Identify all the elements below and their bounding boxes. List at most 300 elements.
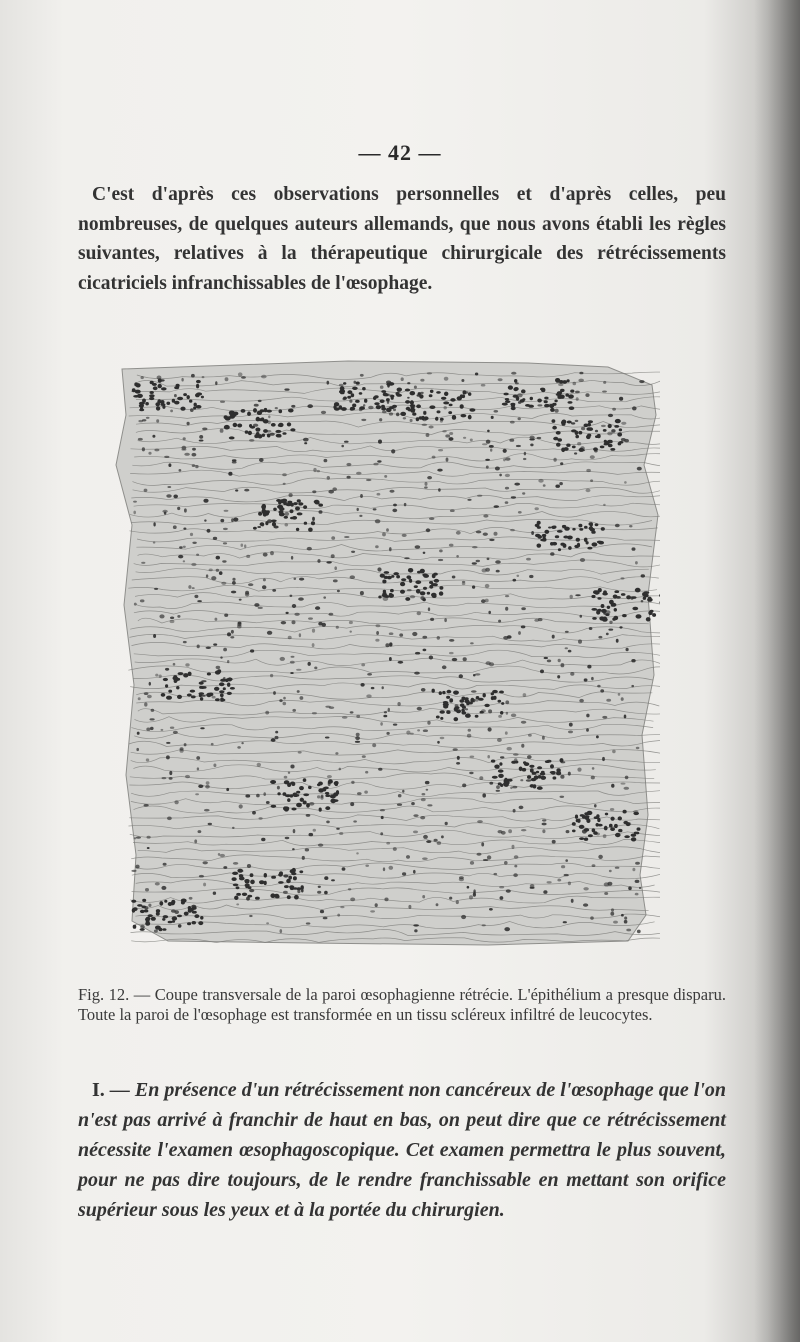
leucocyte-cluster-nucleus: [544, 404, 549, 408]
leucocyte-cluster-nucleus: [229, 436, 235, 439]
leucocyte-cluster-nucleus: [537, 535, 542, 539]
cell-nucleus: [164, 456, 169, 458]
cell-nucleus: [505, 474, 510, 477]
leucocyte-cluster-nucleus: [384, 393, 389, 396]
leucocyte-cluster-nucleus: [220, 694, 224, 698]
leucocyte-cluster-nucleus: [189, 908, 194, 912]
leucocyte-cluster-nucleus: [575, 431, 579, 435]
cell-nucleus: [169, 777, 173, 780]
leucocyte-cluster-nucleus: [614, 590, 619, 593]
leucocyte-cluster-nucleus: [239, 874, 244, 878]
cell-nucleus: [146, 758, 149, 761]
cell-nucleus: [197, 645, 200, 649]
cell-nucleus: [488, 611, 491, 614]
cell-nucleus: [467, 734, 471, 738]
leucocyte-cluster-nucleus: [330, 799, 336, 804]
leucocyte-cluster-nucleus: [611, 603, 617, 607]
leucocyte-cluster-nucleus: [233, 423, 238, 427]
cell-nucleus: [213, 764, 216, 768]
leucocyte-cluster-nucleus: [483, 693, 486, 697]
cell-nucleus: [327, 775, 332, 778]
cell-nucleus: [312, 517, 315, 521]
cell-nucleus: [449, 437, 454, 441]
cell-nucleus: [134, 603, 137, 606]
leucocyte-cluster-nucleus: [263, 429, 268, 433]
leucocyte-cluster-nucleus: [359, 406, 365, 410]
leucocyte-cluster-nucleus: [500, 711, 503, 715]
leucocyte-cluster-nucleus: [233, 884, 239, 887]
leucocyte-cluster-nucleus: [191, 695, 196, 698]
cell-nucleus: [407, 397, 410, 399]
cell-nucleus: [570, 595, 573, 599]
leucocyte-cluster-nucleus: [160, 400, 164, 404]
leucocyte-cluster-nucleus: [410, 400, 414, 404]
cell-nucleus: [170, 617, 174, 620]
leucocyte-cluster-nucleus: [579, 837, 584, 840]
cell-nucleus: [611, 784, 614, 788]
cell-nucleus: [199, 440, 204, 442]
cell-nucleus: [155, 674, 158, 677]
leucocyte-cluster-nucleus: [593, 831, 598, 835]
leucocyte-cluster-nucleus: [550, 408, 555, 412]
cell-nucleus: [438, 559, 443, 561]
leucocyte-cluster-nucleus: [608, 424, 612, 428]
cell-nucleus: [228, 472, 232, 476]
leucocyte-cluster-nucleus: [614, 824, 618, 828]
cell-nucleus: [239, 804, 243, 808]
leucocyte-cluster-nucleus: [242, 893, 247, 896]
leucocyte-cluster-nucleus: [200, 697, 203, 701]
cell-nucleus: [518, 631, 521, 635]
leucocyte-cluster-nucleus: [272, 895, 277, 898]
leucocyte-cluster-nucleus: [556, 431, 561, 435]
leucocyte-cluster-nucleus: [578, 524, 582, 528]
cell-nucleus: [284, 776, 288, 779]
cell-nucleus: [198, 830, 202, 833]
cell-nucleus: [521, 744, 524, 748]
cell-nucleus: [383, 715, 387, 718]
leucocyte-cluster-nucleus: [406, 575, 411, 579]
cell-nucleus: [508, 829, 512, 833]
cell-nucleus: [206, 647, 211, 649]
cell-nucleus: [148, 904, 151, 907]
cell-nucleus: [249, 889, 254, 892]
leucocyte-cluster-nucleus: [299, 786, 304, 790]
cell-nucleus: [591, 677, 594, 680]
leucocyte-cluster-nucleus: [400, 582, 405, 586]
leucocyte-cluster-nucleus: [416, 404, 421, 408]
section-one: [78, 1075, 726, 1225]
cell-nucleus: [521, 625, 526, 628]
leucocyte-cluster-nucleus: [255, 428, 260, 432]
cell-nucleus: [133, 511, 136, 515]
cell-nucleus: [489, 539, 494, 541]
cell-nucleus: [489, 908, 493, 911]
cell-nucleus: [197, 600, 202, 602]
cell-nucleus: [292, 604, 296, 608]
leucocyte-cluster-nucleus: [304, 522, 307, 525]
leucocyte-cluster-nucleus: [615, 419, 621, 423]
cell-nucleus: [587, 665, 591, 669]
cell-nucleus: [360, 374, 364, 377]
cell-nucleus: [170, 410, 173, 413]
leucocyte-cluster-nucleus: [461, 709, 465, 712]
cell-nucleus: [177, 615, 180, 618]
leucocyte-cluster-nucleus: [436, 391, 441, 394]
cell-nucleus: [513, 753, 519, 756]
cell-nucleus: [244, 544, 246, 548]
leucocyte-cluster-nucleus: [194, 403, 197, 407]
leucocyte-cluster-nucleus: [464, 697, 468, 700]
cell-nucleus: [574, 452, 577, 454]
leucocyte-cluster-nucleus: [386, 383, 392, 386]
cell-nucleus: [299, 633, 301, 637]
leucocyte-cluster-nucleus: [172, 916, 177, 920]
leucocyte-cluster-nucleus: [267, 410, 272, 413]
leucocyte-cluster-nucleus: [405, 597, 410, 601]
cell-nucleus: [224, 614, 228, 617]
cell-nucleus: [461, 915, 466, 919]
cell-nucleus: [504, 861, 508, 865]
cell-nucleus: [312, 712, 317, 714]
cell-nucleus: [179, 546, 183, 548]
leucocyte-cluster-nucleus: [468, 415, 472, 420]
cell-nucleus: [590, 479, 593, 482]
cell-nucleus: [349, 399, 352, 402]
leucocyte-cluster-nucleus: [544, 530, 549, 534]
leucocyte-cluster-nucleus: [530, 784, 535, 788]
leucocyte-cluster-nucleus: [427, 592, 430, 595]
cell-nucleus: [586, 714, 589, 718]
cell-nucleus: [320, 910, 324, 914]
cell-nucleus: [280, 929, 283, 933]
leucocyte-cluster-nucleus: [219, 682, 225, 686]
leucocyte-cluster-nucleus: [440, 418, 444, 421]
leucocyte-cluster-nucleus: [176, 384, 180, 388]
leucocyte-cluster-nucleus: [308, 528, 313, 532]
cell-nucleus: [389, 412, 393, 415]
cell-nucleus: [322, 623, 326, 627]
cell-nucleus: [479, 776, 483, 780]
leucocyte-cluster-nucleus: [584, 838, 588, 841]
cell-nucleus: [497, 738, 502, 742]
leucocyte-cluster-nucleus: [448, 411, 452, 414]
leucocyte-cluster-nucleus: [469, 408, 475, 411]
leucocyte-cluster-nucleus: [196, 384, 199, 389]
cell-nucleus: [350, 711, 354, 713]
leucocyte-cluster-nucleus: [576, 538, 580, 542]
leucocyte-cluster-nucleus: [288, 876, 292, 880]
cell-nucleus: [291, 656, 295, 658]
section-text: — En présence d'un rétrécissement non cancéreux de l'œsophage que l'on n'est pas arrivé à franchir de haut en bas, on peut dire que ce rétrécissement nécessite l'examen œsophagoscopique. Cet examen permettra le plus souvent, pour ne pas dire toujours, de le rendre franchissable en mettant son orifice supérieur sous les yeux et à la portée du chirurgien.: [78, 1079, 726, 1221]
cell-nucleus: [283, 483, 286, 485]
leucocyte-cluster-nucleus: [299, 870, 303, 873]
cell-nucleus: [555, 409, 559, 413]
cell-nucleus: [489, 445, 494, 448]
cell-nucleus: [336, 626, 339, 629]
cell-nucleus: [485, 584, 490, 588]
leucocyte-cluster-nucleus: [296, 803, 302, 808]
cell-nucleus: [427, 476, 432, 479]
cell-nucleus: [426, 840, 431, 843]
leucocyte-cluster-nucleus: [294, 895, 299, 900]
cell-nucleus: [224, 510, 229, 512]
cell-nucleus: [377, 567, 381, 571]
leucocyte-cluster-nucleus: [184, 912, 189, 916]
cell-nucleus: [192, 453, 197, 457]
cell-nucleus: [291, 405, 295, 408]
leucocyte-cluster-nucleus: [422, 598, 426, 601]
cell-nucleus: [542, 829, 545, 833]
cell-nucleus: [279, 699, 282, 702]
leucocyte-cluster-nucleus: [158, 379, 162, 383]
cell-nucleus: [312, 643, 315, 647]
cell-nucleus: [258, 607, 263, 609]
cell-nucleus: [194, 595, 198, 598]
cell-nucleus: [568, 650, 572, 653]
cell-nucleus: [483, 514, 488, 517]
cell-nucleus: [201, 396, 204, 399]
cell-nucleus: [140, 925, 145, 929]
leucocyte-cluster-nucleus: [553, 776, 557, 779]
cell-nucleus: [366, 479, 372, 481]
cell-nucleus: [637, 467, 642, 471]
cell-nucleus: [462, 581, 465, 583]
leucocyte-cluster-nucleus: [287, 422, 291, 426]
cell-nucleus: [194, 839, 197, 843]
cell-nucleus: [537, 437, 542, 439]
leucocyte-cluster-nucleus: [429, 585, 433, 589]
cell-nucleus: [208, 823, 212, 825]
leucocyte-cluster-nucleus: [590, 522, 593, 526]
leucocyte-cluster-nucleus: [572, 830, 576, 833]
cell-nucleus: [198, 785, 203, 788]
cell-nucleus: [518, 511, 522, 514]
cell-nucleus: [631, 659, 635, 662]
cell-nucleus: [306, 814, 311, 817]
cell-nucleus: [314, 667, 317, 670]
leucocyte-cluster-nucleus: [381, 390, 386, 393]
cell-nucleus: [406, 731, 410, 735]
leucocyte-cluster-nucleus: [566, 444, 570, 447]
leucocyte-cluster-nucleus: [513, 387, 518, 391]
cell-nucleus: [285, 523, 289, 526]
leucocyte-cluster-nucleus: [352, 387, 358, 390]
cell-nucleus: [437, 636, 440, 640]
leucocyte-cluster-nucleus: [624, 835, 630, 838]
cell-nucleus: [486, 466, 489, 469]
cell-nucleus: [185, 663, 189, 666]
leucocyte-cluster-nucleus: [432, 689, 435, 693]
leucocyte-cluster-nucleus: [279, 871, 283, 875]
leucocyte-cluster-nucleus: [433, 573, 438, 576]
cell-nucleus: [558, 383, 563, 386]
cell-nucleus: [542, 736, 545, 740]
cell-nucleus: [611, 429, 615, 433]
leucocyte-cluster-nucleus: [382, 580, 386, 584]
cell-nucleus: [324, 876, 328, 880]
cell-nucleus: [595, 430, 598, 433]
leucocyte-cluster-nucleus: [584, 828, 590, 832]
leucocyte-cluster-nucleus: [453, 691, 459, 695]
leucocyte-cluster-nucleus: [572, 446, 576, 449]
cell-nucleus: [406, 855, 410, 859]
leucocyte-cluster-nucleus: [460, 703, 465, 707]
leucocyte-cluster-nucleus: [505, 398, 509, 401]
cell-nucleus: [231, 630, 234, 634]
leucocyte-cluster-nucleus: [584, 538, 588, 542]
leucocyte-cluster-nucleus: [463, 390, 467, 394]
leucocyte-cluster-nucleus: [284, 516, 288, 519]
cell-nucleus: [511, 372, 516, 375]
cell-nucleus: [168, 463, 171, 467]
leucocyte-cluster-nucleus: [547, 760, 552, 763]
leucocyte-cluster-nucleus: [151, 917, 156, 921]
leucocyte-cluster-nucleus: [247, 412, 250, 416]
cell-nucleus: [328, 490, 334, 494]
cell-nucleus: [498, 378, 503, 381]
cell-nucleus: [149, 682, 151, 686]
cell-nucleus: [386, 732, 389, 735]
cell-nucleus: [146, 728, 150, 731]
cell-nucleus: [197, 767, 199, 770]
cell-nucleus: [365, 771, 368, 774]
leucocyte-cluster-nucleus: [256, 417, 260, 422]
cell-nucleus: [427, 372, 432, 374]
leucocyte-cluster-nucleus: [631, 837, 636, 841]
leucocyte-cluster-nucleus: [552, 403, 556, 406]
cell-nucleus: [250, 649, 254, 652]
cell-nucleus: [410, 419, 413, 422]
leucocyte-cluster-nucleus: [540, 388, 545, 391]
leucocyte-cluster-nucleus: [237, 869, 243, 873]
leucocyte-cluster-nucleus: [527, 775, 531, 779]
leucocyte-cluster-nucleus: [308, 786, 312, 789]
cell-nucleus: [365, 865, 369, 867]
cell-nucleus: [153, 541, 156, 543]
cell-nucleus: [381, 816, 384, 819]
cell-nucleus: [281, 621, 286, 624]
cell-nucleus: [472, 546, 478, 548]
cell-nucleus: [504, 927, 510, 931]
cell-nucleus: [449, 639, 454, 642]
leucocyte-cluster-nucleus: [568, 401, 573, 404]
leucocyte-cluster-nucleus: [412, 413, 416, 416]
leucocyte-cluster-nucleus: [195, 393, 200, 397]
cell-nucleus: [491, 416, 494, 419]
leucocyte-cluster-nucleus: [520, 399, 525, 403]
leucocyte-cluster-nucleus: [593, 447, 598, 451]
cell-nucleus: [495, 560, 501, 564]
cell-nucleus: [373, 463, 378, 466]
cell-nucleus: [402, 534, 407, 537]
cell-nucleus: [641, 574, 645, 577]
cell-nucleus: [632, 406, 637, 410]
leucocyte-cluster-nucleus: [619, 428, 622, 431]
leucocyte-cluster-nucleus: [174, 401, 179, 405]
cell-nucleus: [254, 603, 259, 607]
cell-nucleus: [459, 876, 464, 879]
leucocyte-cluster-nucleus: [153, 386, 158, 390]
cell-nucleus: [391, 449, 395, 453]
cell-nucleus: [308, 662, 311, 666]
leucocyte-cluster-nucleus: [318, 504, 323, 507]
cell-nucleus: [452, 658, 457, 661]
cell-nucleus: [524, 452, 526, 456]
cell-nucleus: [331, 554, 335, 558]
cell-nucleus: [563, 921, 567, 923]
cell-nucleus: [626, 929, 631, 932]
cell-nucleus: [542, 819, 546, 821]
cell-nucleus: [294, 613, 299, 616]
leucocyte-cluster-nucleus: [159, 928, 163, 932]
cell-nucleus: [329, 613, 334, 616]
leucocyte-cluster-nucleus: [142, 399, 146, 403]
cell-nucleus: [430, 618, 434, 621]
cell-nucleus: [222, 560, 226, 562]
cell-nucleus: [547, 881, 552, 883]
leucocyte-cluster-nucleus: [393, 572, 399, 575]
leucocyte-cluster-nucleus: [441, 397, 446, 400]
cell-nucleus: [456, 555, 459, 558]
leucocyte-cluster-nucleus: [613, 595, 618, 599]
cell-nucleus: [540, 670, 544, 674]
cell-nucleus: [470, 756, 475, 758]
cell-nucleus: [635, 880, 640, 883]
cell-nucleus: [490, 449, 492, 452]
cell-nucleus: [221, 582, 226, 585]
cell-nucleus: [275, 736, 279, 739]
cell-nucleus: [339, 832, 343, 835]
cell-nucleus: [445, 434, 450, 437]
cell-nucleus: [131, 870, 136, 872]
leucocyte-cluster-nucleus: [319, 808, 322, 812]
leucocyte-cluster-nucleus: [610, 827, 615, 831]
leucocyte-cluster-nucleus: [442, 691, 445, 694]
cell-nucleus: [249, 915, 252, 917]
leucocyte-cluster-nucleus: [534, 775, 539, 779]
cell-nucleus: [422, 793, 426, 795]
leucocyte-cluster-nucleus: [439, 586, 443, 590]
leucocyte-cluster-nucleus: [384, 571, 390, 574]
cell-nucleus: [206, 574, 208, 577]
cell-nucleus: [465, 708, 468, 710]
cell-nucleus: [303, 438, 309, 442]
cell-nucleus: [449, 544, 454, 547]
cell-nucleus: [561, 865, 565, 868]
leucocyte-cluster-nucleus: [133, 925, 137, 929]
cell-nucleus: [429, 517, 434, 520]
leucocyte-cluster-nucleus: [293, 876, 297, 880]
cell-nucleus: [472, 585, 475, 588]
cell-nucleus: [309, 833, 314, 836]
leucocyte-cluster-nucleus: [277, 505, 283, 509]
cell-nucleus: [257, 763, 261, 767]
leucocyte-cluster-nucleus: [183, 673, 188, 677]
leucocyte-cluster-nucleus: [430, 390, 434, 393]
leucocyte-cluster-nucleus: [558, 392, 562, 395]
leucocyte-cluster-nucleus: [419, 394, 423, 398]
cell-nucleus: [238, 622, 242, 625]
leucocyte-cluster-nucleus: [436, 716, 440, 719]
cell-nucleus: [596, 735, 599, 738]
leucocyte-cluster-nucleus: [401, 578, 406, 581]
cell-nucleus: [432, 456, 436, 459]
cell-nucleus: [603, 834, 607, 838]
cell-nucleus: [181, 449, 186, 451]
cell-nucleus: [444, 406, 447, 409]
cell-nucleus: [223, 542, 227, 544]
